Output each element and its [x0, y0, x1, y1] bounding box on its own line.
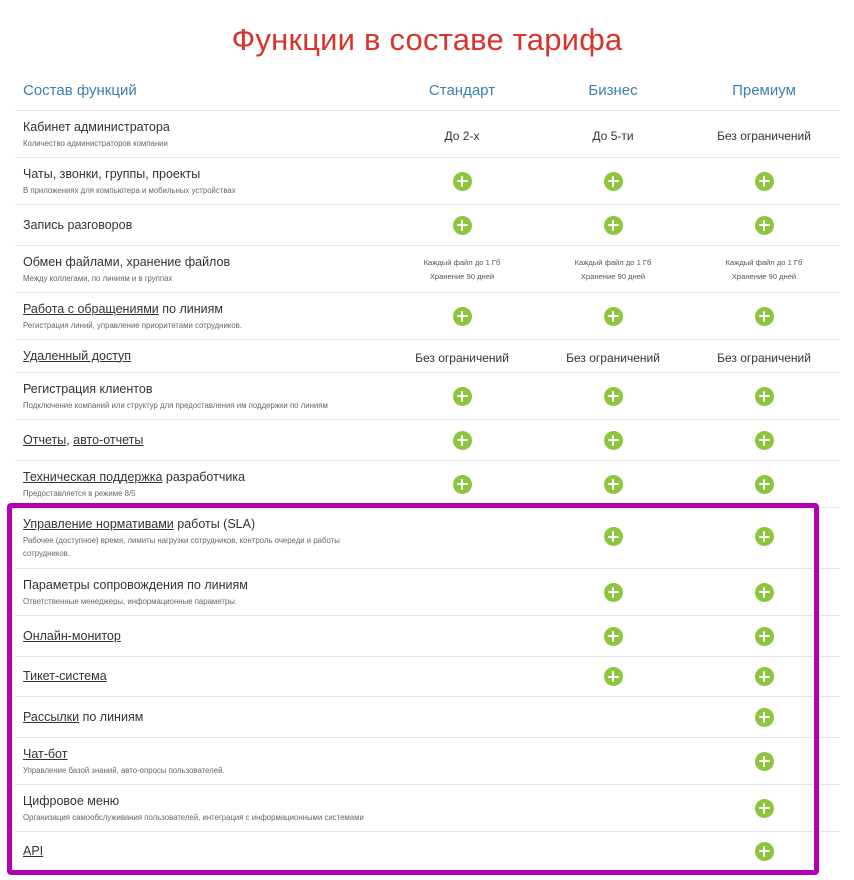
header-plan-standard: Стандарт: [428, 82, 496, 99]
table-row: [15, 157, 840, 205]
feature-name-text: разработчика: [162, 470, 246, 484]
feature-name: [23, 470, 245, 484]
cell-premium: [689, 667, 839, 691]
feature-name: [23, 433, 143, 447]
feature-link[interactable]: Онлайн-монитор: [23, 628, 121, 643]
plan-value: До 2-х: [444, 128, 480, 143]
plus-icon: [755, 627, 774, 646]
cell-standard: [387, 387, 537, 411]
plan-value: Без ограничений: [566, 350, 660, 365]
feature-link[interactable]: API: [23, 843, 44, 858]
cell-premium: [689, 349, 839, 367]
feature-name-text: по линиям: [158, 302, 223, 316]
plus-icon: [604, 583, 623, 602]
feature-name-text: Параметры сопровождения по линиям: [23, 578, 248, 592]
table-row: [15, 245, 840, 293]
feature-name-text: по линиям: [79, 709, 144, 724]
feature-name-text: Цифровое меню: [23, 794, 120, 808]
plus-icon: [755, 708, 774, 727]
cell-premium: [689, 475, 839, 499]
feature-name: [23, 669, 107, 683]
cell-standard: [387, 127, 537, 145]
header-plan-business: Бизнес: [588, 82, 638, 99]
feature-description: В приложениях для компьютера и мобильных устройствах: [23, 186, 236, 195]
cell-business: [538, 127, 688, 145]
feature-name: [23, 382, 152, 396]
feature-name-text: Запись разговоров: [23, 217, 133, 232]
cell-premium: [689, 307, 839, 331]
feature-description: сотрудников.: [23, 549, 70, 558]
feature-name: [23, 710, 143, 724]
feature-description: Регистрация линий, управление приоритетами сотрудников.: [23, 321, 242, 330]
cell-standard: [387, 216, 537, 240]
plus-icon: [453, 431, 472, 450]
feature-link[interactable]: Удаленный доступ: [23, 348, 132, 363]
feature-name-text: Регистрация клиентов: [23, 382, 153, 396]
plan-value-line: Хранение 90 дней: [731, 271, 797, 281]
cell-business: [538, 527, 688, 551]
plus-icon: [604, 387, 623, 406]
cell-premium: [689, 216, 839, 240]
plus-icon: [755, 431, 774, 450]
cell-standard: [387, 475, 537, 499]
table-row: [15, 831, 840, 871]
plus-icon: [755, 752, 774, 771]
cell-business: [538, 627, 688, 651]
plus-icon: [453, 216, 472, 235]
plan-value: Без ограничений: [415, 350, 509, 365]
feature-name: [23, 629, 121, 643]
feature-description: Предоставляется в режиме 8/5: [23, 489, 136, 498]
feature-description: Ответственные менеджеры, информационные параметры.: [23, 597, 238, 606]
cell-business: [538, 256, 688, 284]
feature-link[interactable]: Работа с обращениями: [23, 302, 159, 316]
feature-name: [23, 349, 131, 363]
cell-premium: [689, 842, 839, 866]
table-row: [15, 507, 840, 569]
header-features: Состав функций: [23, 82, 137, 99]
feature-link[interactable]: Техническая поддержка: [23, 470, 163, 484]
table-row: [15, 737, 840, 785]
plus-icon: [755, 583, 774, 602]
cell-business: [538, 216, 688, 240]
feature-link[interactable]: Тикет-система: [23, 669, 107, 683]
table-row: [15, 419, 840, 461]
cell-premium: [689, 752, 839, 776]
header-plan-premium: Премиум: [732, 82, 796, 99]
plus-icon: [604, 307, 623, 326]
cell-premium: [689, 387, 839, 411]
feature-description: Организация самообслуживания пользователей, интеграция с информационными системами: [23, 813, 364, 822]
table-row: [15, 696, 840, 738]
table-row: [15, 568, 840, 616]
cell-premium: [689, 583, 839, 607]
plus-icon: [453, 387, 472, 406]
cell-business: [538, 349, 688, 367]
feature-name: [23, 844, 43, 858]
table-row: [15, 615, 840, 657]
plan-value-line: Хранение 90 дней: [429, 271, 495, 281]
plus-icon: [604, 527, 623, 546]
feature-name: [23, 218, 132, 232]
plus-icon: [453, 307, 472, 326]
feature-link[interactable]: Рассылки: [23, 709, 80, 724]
plus-icon: [604, 667, 623, 686]
cell-premium: [689, 431, 839, 455]
cell-business: [538, 431, 688, 455]
cell-business: [538, 475, 688, 499]
feature-name: [23, 167, 200, 181]
feature-name-text: Кабинет администратора: [23, 120, 170, 134]
feature-description: Рабочее (доступное) время, лимиты нагрузки сотрудников, контроль очереди и работы: [23, 536, 340, 545]
plus-icon: [453, 475, 472, 494]
table-row: [15, 460, 840, 508]
table-row: [15, 656, 840, 697]
feature-name: [23, 255, 230, 269]
plus-icon: [755, 842, 774, 861]
cell-premium: [689, 799, 839, 823]
table-row: [15, 204, 840, 246]
table-row: [15, 784, 840, 832]
plus-icon: [755, 667, 774, 686]
cell-business: [538, 667, 688, 691]
cell-premium: [689, 172, 839, 196]
plus-icon: [755, 475, 774, 494]
feature-link[interactable]: Чат-бот: [23, 747, 68, 761]
plan-value: Без ограничений: [717, 128, 811, 143]
feature-link[interactable]: Отчеты: [23, 432, 67, 447]
feature-name-text: работы (SLA): [173, 517, 256, 531]
plus-icon: [604, 475, 623, 494]
feature-name-text: Чаты, звонки, группы, проекты: [23, 167, 201, 181]
cell-premium: [689, 627, 839, 651]
cell-business: [538, 583, 688, 607]
plus-icon: [604, 216, 623, 235]
plan-value-line: Каждый файл до 1 Гб: [574, 257, 652, 267]
page-title: Функции в составе тарифа: [231, 22, 623, 57]
plus-icon: [755, 799, 774, 818]
feature-name: [23, 120, 170, 134]
feature-link[interactable]: авто-отчеты: [73, 432, 144, 447]
feature-name: [23, 517, 255, 531]
cell-standard: [387, 349, 537, 367]
plan-value-line: Каждый файл до 1 Гб: [423, 257, 501, 267]
plan-value-line: Каждый файл до 1 Гб: [725, 257, 803, 267]
plan-value: До 5-ти: [592, 128, 634, 143]
table-row: [15, 110, 840, 158]
feature-description: Управление базой знаний, авто-опросы пользователей.: [23, 766, 225, 775]
plus-icon: [604, 172, 623, 191]
cell-premium: [689, 708, 839, 732]
plus-icon: [755, 387, 774, 406]
feature-name: [23, 302, 223, 316]
cell-business: [538, 172, 688, 196]
cell-standard: [387, 172, 537, 196]
cell-premium: [689, 256, 839, 284]
plus-icon: [755, 307, 774, 326]
plus-icon: [453, 172, 472, 191]
table-row: [15, 339, 840, 373]
feature-link[interactable]: Управление нормативами: [23, 517, 174, 531]
plus-icon: [755, 216, 774, 235]
plus-icon: [755, 527, 774, 546]
plan-value: Без ограничений: [717, 350, 811, 365]
plus-icon: [755, 172, 774, 191]
feature-name: [23, 747, 67, 761]
plus-icon: [604, 431, 623, 450]
feature-description: Между коллегами, по линиям и в группах: [23, 274, 173, 283]
plus-icon: [604, 627, 623, 646]
cell-standard: [387, 256, 537, 284]
feature-name: [23, 794, 119, 808]
cell-premium: [689, 127, 839, 145]
cell-standard: [387, 431, 537, 455]
feature-description: Подключение компаний или структур для предоставления им поддержки по линиям: [23, 401, 328, 410]
feature-name: [23, 578, 248, 592]
cell-business: [538, 387, 688, 411]
feature-name-text: ,: [66, 432, 74, 447]
feature-description: Количество администраторов компании: [23, 139, 168, 148]
feature-name-text: Обмен файлами, хранение файлов: [23, 255, 231, 269]
table-row: [15, 372, 840, 420]
cell-premium: [689, 527, 839, 551]
table-row: [15, 292, 840, 340]
cell-standard: [387, 307, 537, 331]
plan-value-line: Хранение 90 дней: [580, 271, 646, 281]
cell-business: [538, 307, 688, 331]
